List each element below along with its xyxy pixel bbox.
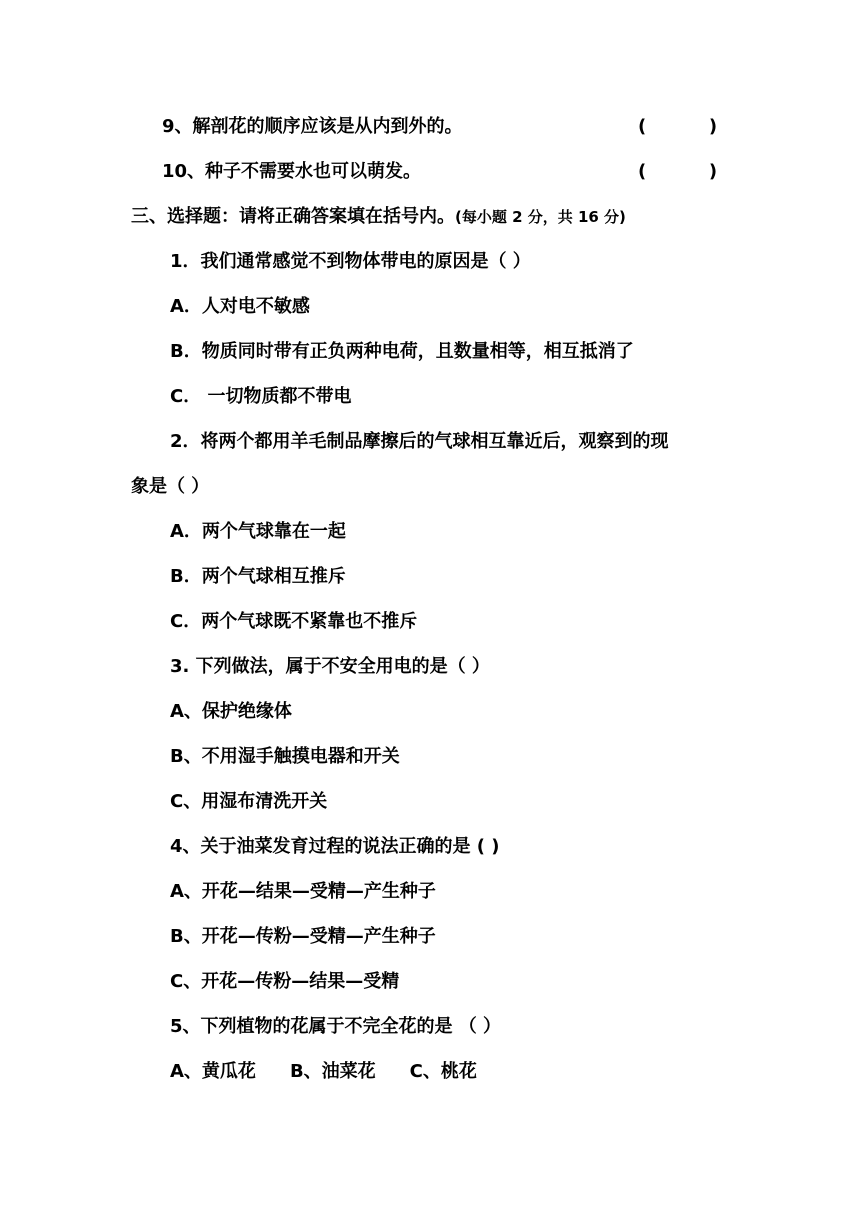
question-2-stem-line-1: 2．将两个都用羊毛制品摩擦后的气球相互靠近后，观察到的现 — [170, 431, 669, 452]
question-3-option-c: C、用湿布清洗开关 — [170, 791, 328, 812]
judgement-10-answer-blank: ( ) — [638, 161, 718, 182]
question-2-option-b: B．两个气球相互推斥 — [170, 566, 346, 587]
question-1-option-a: A．人对电不敏感 — [170, 296, 310, 317]
question-1-stem: 1．我们通常感觉不到物体带电的原因是（ ） — [170, 251, 531, 272]
question-2-option-a: A．两个气球靠在一起 — [170, 521, 346, 542]
question-4-option-c: C、开花—传粉—结果—受精 — [170, 971, 400, 992]
judgement-10: 10、种子不需要水也可以萌发。 — [162, 161, 422, 182]
question-1-option-c: C． 一切物质都不带电 — [170, 386, 352, 407]
question-5-options — [170, 1059, 477, 1085]
question-4-option-a: A、开花—结果—受精—产生种子 — [170, 881, 436, 902]
section-3-heading — [131, 204, 626, 230]
judgement-9: 9、解剖花的顺序应该是从内到外的。 — [162, 116, 463, 137]
question-5-option-a: A、黄瓜花 — [170, 1061, 256, 1082]
question-4-option-b: B、开花—传粉—受精—产生种子 — [170, 926, 436, 947]
section-3-note: (每小题 2 分，共 16 分) — [455, 208, 626, 226]
judgement-9-answer-blank: ( ) — [638, 116, 718, 137]
question-2-stem-line-2: 象是（ ） — [131, 476, 210, 497]
section-3-title: 三、选择题：请将正确答案填在括号内。 — [131, 206, 455, 227]
question-3-option-a: A、保护绝缘体 — [170, 701, 292, 722]
question-1-option-b: B．物质同时带有正负两种电荷，且数量相等，相互抵消了 — [170, 341, 634, 362]
question-3-option-b: B、不用湿手触摸电器和开关 — [170, 746, 400, 767]
question-2-option-c: C．两个气球既不紧靠也不推斥 — [170, 611, 418, 632]
question-5-stem: 5、下列植物的花属于不完全花的是 （ ） — [170, 1016, 502, 1037]
question-3-stem: 3. 下列做法，属于不安全用电的是（ ） — [170, 656, 490, 677]
question-5-option-c: C、桃花 — [409, 1061, 477, 1082]
question-5-option-b: B、油菜花 — [289, 1061, 376, 1082]
question-4-stem: 4、关于油菜发育过程的说法正确的是 ( ) — [170, 836, 500, 857]
